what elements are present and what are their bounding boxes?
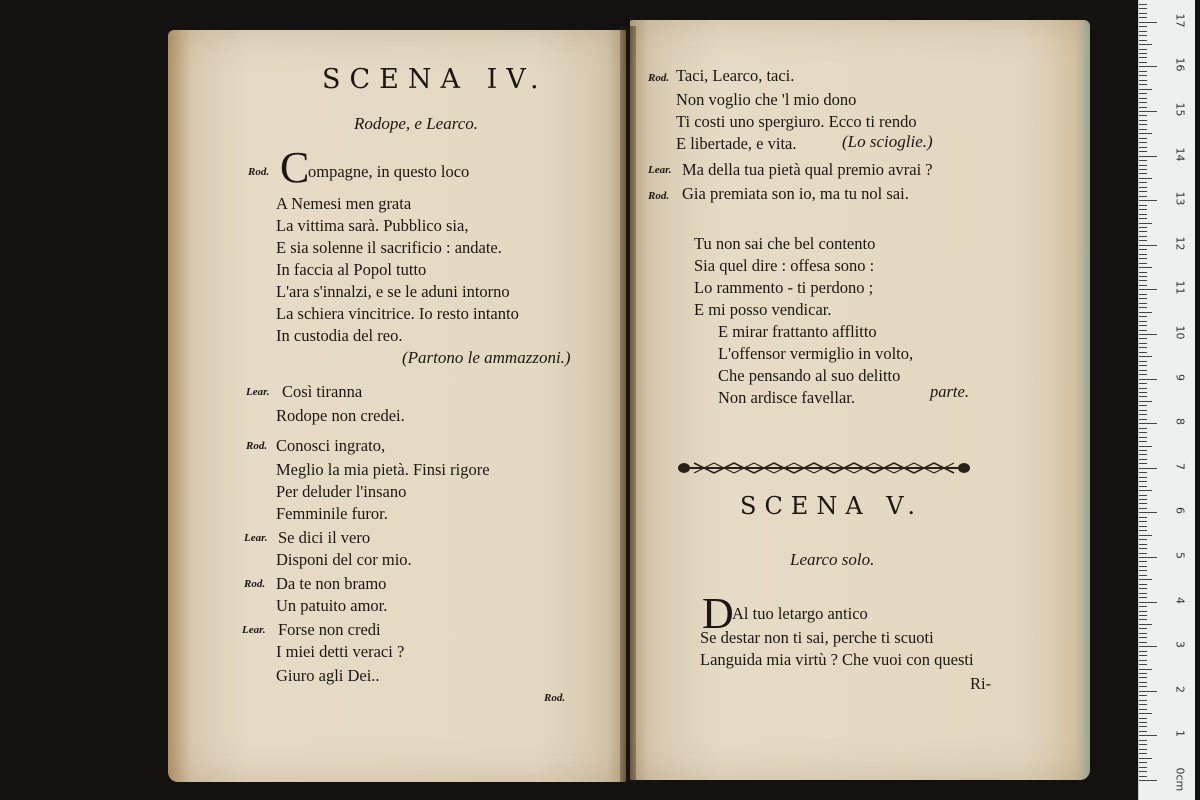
speaker-label: Lear.: [242, 624, 266, 636]
ruler-tick: [1139, 535, 1152, 536]
verse-line: ompagne, in questo loco: [308, 162, 470, 181]
ruler-tick: [1139, 566, 1147, 567]
ruler-tick: [1139, 156, 1157, 157]
ruler-tick: [1139, 388, 1147, 389]
ruler-tick: [1139, 303, 1147, 304]
ruler-tick: [1139, 98, 1147, 99]
ruler-tick: [1139, 731, 1147, 732]
ruler-number: 13: [1173, 191, 1187, 206]
ruler-tick: [1139, 579, 1152, 580]
ruler-tick: [1139, 147, 1147, 148]
ruler-tick: [1139, 428, 1147, 429]
verse-line: Ti costi uno spergiuro. Ecco ti rendo: [676, 112, 917, 131]
verse-line: Per deluder l'insano: [276, 482, 407, 501]
ruler-tick: [1139, 165, 1147, 166]
verse-line: Al tuo letargo antico: [732, 604, 868, 623]
ruler-tick: [1139, 695, 1147, 696]
verse-line: Se dici il vero: [278, 528, 371, 547]
ruler-tick: [1139, 499, 1147, 500]
aria-line: E mi posso vendicar.: [694, 300, 832, 319]
ruler-tick: [1139, 611, 1147, 612]
ruler-tick: [1139, 129, 1147, 130]
ruler-tick: [1139, 423, 1157, 424]
ruler-tick: [1139, 602, 1157, 603]
ruler-tick: [1139, 93, 1147, 94]
ruler-tick: [1139, 196, 1147, 197]
ruler-number: 1: [1173, 730, 1187, 738]
book-gutter: [620, 26, 636, 782]
verse-line: Languida mia virtù ? Che vuoi con questi: [700, 650, 974, 669]
ruler-tick: [1139, 321, 1147, 322]
ruler-tick: [1139, 383, 1147, 384]
ruler-tick: [1139, 637, 1147, 638]
verse-line: E sia solenne il sacrificio : andate.: [276, 238, 502, 257]
ruler-tick: [1139, 13, 1147, 14]
ruler-tick: [1139, 410, 1147, 411]
ruler-tick: [1139, 414, 1147, 415]
aria-line: Non ardisce favellar.: [718, 388, 855, 407]
ruler-tick: [1139, 182, 1147, 183]
ruler-tick: [1139, 191, 1147, 192]
ruler-tick: [1139, 272, 1147, 273]
ruler-tick: [1139, 138, 1147, 139]
ruler-tick: [1139, 459, 1147, 460]
verse-line: A Nemesi men grata: [276, 194, 412, 213]
ruler-tick: [1139, 704, 1147, 705]
ruler-tick: [1139, 312, 1152, 313]
ruler-tick: [1139, 517, 1147, 518]
ruler-tick: [1139, 486, 1147, 487]
verse-line: Taci, Learco, taci.: [676, 66, 795, 85]
ruler-tick: [1139, 753, 1147, 754]
ruler-tick: [1139, 677, 1147, 678]
ruler-tick: [1139, 619, 1147, 620]
aria-line: Sia quel dire : offesa sono :: [694, 256, 875, 275]
ruler-tick: [1139, 503, 1147, 504]
ruler-tick: [1139, 762, 1147, 763]
ruler-number: 4: [1173, 596, 1187, 604]
drop-cap: D: [702, 589, 734, 638]
ruler-number: 5: [1173, 552, 1187, 559]
ruler-tick: [1139, 570, 1147, 571]
ruler-tick: [1139, 446, 1152, 447]
ruler-tick: [1139, 642, 1147, 643]
ruler-tick: [1139, 544, 1147, 545]
ruler-tick: [1139, 254, 1147, 255]
ruler-tick: [1139, 776, 1147, 777]
verse-line: Gia premiata son io, ma tu nol sai.: [682, 184, 909, 203]
ruler-tick: [1139, 227, 1147, 228]
ruler-tick: [1139, 588, 1147, 589]
left-page: [168, 30, 626, 782]
ruler-tick: [1139, 84, 1147, 85]
ruler-number: 12: [1173, 236, 1187, 251]
ruler-tick: [1139, 356, 1152, 357]
right-page: [630, 20, 1090, 780]
verse-line: Meglio la mia pietà. Finsi rigore: [276, 460, 490, 479]
verse-line: In faccia al Popol tutto: [276, 260, 427, 279]
ruler-tick: [1139, 258, 1147, 259]
ruler-tick: [1139, 432, 1147, 433]
speaker-label: Rod.: [246, 440, 268, 452]
ruler-tick: [1139, 40, 1147, 41]
ruler-tick: [1139, 557, 1157, 558]
ruler-tick: [1139, 236, 1147, 237]
ruler-tick: [1139, 200, 1157, 201]
ruler-tick: [1139, 249, 1147, 250]
aria-line: E mirar frattanto afflitto: [718, 322, 877, 341]
ruler-tick: [1139, 606, 1147, 607]
ruler-tick: [1139, 352, 1147, 353]
ruler-tick: [1139, 53, 1147, 54]
ruler-tick: [1139, 682, 1147, 683]
ruler-tick: [1139, 374, 1147, 375]
ruler-tick: [1139, 107, 1147, 108]
speaker-label: Lear.: [244, 532, 268, 544]
ruler-tick: [1139, 133, 1152, 134]
catchword: Ri-: [970, 674, 992, 693]
ruler-tick: [1139, 57, 1147, 58]
ruler-tick: [1139, 4, 1147, 5]
ruler-tick: [1139, 31, 1147, 32]
verse-line: Non voglio che 'l mio dono: [676, 90, 857, 109]
ruler-tick: [1139, 115, 1147, 116]
ruler-tick: [1139, 71, 1147, 72]
ruler-tick: [1139, 463, 1147, 464]
ruler-tick: [1139, 80, 1147, 81]
verse-line: Forse non credi: [278, 620, 381, 639]
ruler-tick: [1139, 477, 1147, 478]
verse-line: Se destar non ti sai, perche ti scuoti: [700, 628, 934, 647]
ruler-number: 3: [1173, 641, 1187, 649]
ruler-number: 9: [1173, 373, 1187, 381]
ruler-tick: [1139, 691, 1157, 692]
ruler-tick: [1139, 231, 1147, 232]
ruler-tick: [1139, 379, 1157, 380]
ruler-tick: [1139, 66, 1157, 67]
ruler-tick: [1139, 575, 1147, 576]
ruler-tick: [1139, 437, 1147, 438]
ruler-tick: [1139, 289, 1157, 290]
ruler-tick: [1139, 633, 1147, 634]
ruler-tick: [1139, 151, 1147, 152]
ruler-tick: [1139, 187, 1147, 188]
exit-direction: parte.: [930, 382, 969, 401]
ruler-tick: [1139, 539, 1147, 540]
ruler-tick: [1139, 263, 1147, 264]
ruler-tick: [1139, 396, 1147, 397]
verse-line: Da te non bramo: [276, 574, 387, 593]
ruler-tick: [1139, 615, 1147, 616]
scene-subtitle-iv: Rodope, e Learco.: [354, 114, 479, 133]
ornamental-rule: [674, 457, 974, 479]
ruler-tick: [1139, 726, 1147, 727]
ruler-tick: [1139, 749, 1147, 750]
speaker-label: Rod.: [648, 72, 670, 84]
ruler-tick: [1139, 530, 1147, 531]
ruler-tick: [1139, 709, 1147, 710]
ruler-tick: [1139, 597, 1147, 598]
ruler-number: 8: [1173, 418, 1187, 426]
measuring-ruler: [1138, 0, 1195, 800]
ruler-tick: [1139, 294, 1147, 295]
drop-cap: C: [280, 143, 310, 192]
verse-line: Giuro agli Dei..: [276, 666, 380, 685]
ruler-tick: [1139, 365, 1147, 366]
ruler-tick: [1139, 347, 1147, 348]
verse-line: Rodope non credei.: [276, 406, 405, 425]
ruler-tick: [1139, 370, 1147, 371]
verse-line: Disponi del cor mio.: [276, 550, 412, 569]
ruler-tick: [1139, 280, 1147, 281]
ruler-tick: [1139, 758, 1152, 759]
ruler-tick: [1139, 325, 1147, 326]
speaker-label: Rod.: [248, 166, 270, 178]
ruler-tick: [1139, 495, 1147, 496]
ruler-tick: [1139, 744, 1147, 745]
ruler-tick: [1139, 276, 1147, 277]
verse-line: L'ara s'innalzi, e se le aduni intorno: [276, 282, 510, 301]
scene-title-iv: SCENA IV.: [322, 64, 548, 95]
ruler-tick: [1139, 405, 1147, 406]
ruler-tick: [1139, 392, 1147, 393]
ruler-tick: [1139, 722, 1147, 723]
ruler-tick: [1139, 298, 1147, 299]
ruler-tick: [1139, 17, 1147, 18]
ruler-tick: [1139, 267, 1152, 268]
ruler-tick: [1139, 401, 1152, 402]
aria-line: Lo rammento - ti perdono ;: [694, 278, 874, 297]
open-book: [168, 20, 1090, 782]
speaker-label: Rod.: [648, 190, 670, 202]
ruler-tick: [1139, 142, 1147, 143]
ruler-tick: [1139, 624, 1152, 625]
ruler-tick: [1139, 450, 1147, 451]
ruler-tick: [1139, 316, 1147, 317]
ruler-tick: [1139, 521, 1147, 522]
ruler-tick: [1139, 343, 1147, 344]
verse-line: La vittima sarà. Pubblico sia,: [276, 216, 469, 235]
verse-line: Un patuito amor.: [276, 596, 388, 615]
ruler-tick: [1139, 330, 1147, 331]
verse-line: I miei detti veraci ?: [276, 642, 405, 661]
ruler-tick: [1139, 700, 1147, 701]
ruler-tick: [1139, 593, 1147, 594]
ruler-tick: [1139, 553, 1147, 554]
verse-line: Femminile furor.: [276, 504, 388, 523]
ruler-tick: [1139, 441, 1147, 442]
ruler-tick: [1139, 512, 1157, 513]
ruler-tick: [1139, 490, 1152, 491]
stage-direction: (Partono le ammazzoni.): [402, 348, 571, 367]
ruler-tick: [1139, 209, 1147, 210]
ruler-tick: [1139, 584, 1147, 585]
ruler-tick: [1139, 361, 1147, 362]
ruler-tick: [1139, 338, 1147, 339]
speaker-label: Lear.: [246, 386, 270, 398]
ruler-tick: [1139, 285, 1147, 286]
verse-line: Conosci ingrato,: [276, 436, 386, 455]
ruler-number: 10: [1173, 325, 1187, 340]
ruler-tick: [1139, 419, 1147, 420]
ruler-tick: [1139, 713, 1152, 714]
verse-line: Così tiranna: [282, 382, 363, 401]
ruler-tick: [1139, 718, 1147, 719]
ruler-tick: [1139, 686, 1147, 687]
ruler-tick: [1139, 771, 1147, 772]
ruler-tick: [1139, 218, 1147, 219]
ruler-tick: [1139, 102, 1147, 103]
ruler-tick: [1139, 780, 1157, 781]
ruler-tick: [1139, 160, 1147, 161]
ruler-tick: [1139, 245, 1157, 246]
ruler-number: 14: [1173, 147, 1187, 162]
ruler-tick: [1139, 173, 1147, 174]
ruler-tick: [1139, 49, 1147, 50]
ruler-tick: [1139, 169, 1147, 170]
ruler-tick: [1139, 334, 1157, 335]
ruler-tick: [1139, 646, 1157, 647]
ruler-tick: [1139, 307, 1147, 308]
ruler-tick: [1139, 740, 1147, 741]
ruler-tick: [1139, 472, 1147, 473]
ruler-tick: [1139, 767, 1147, 768]
ruler-tick: [1139, 205, 1147, 206]
ruler-tick: [1139, 89, 1152, 90]
ruler-number: 11: [1173, 280, 1187, 295]
ruler-number: 17: [1173, 13, 1187, 28]
ruler-number: 16: [1173, 57, 1187, 72]
ruler-tick: [1139, 628, 1147, 629]
ruler-tick: [1139, 178, 1152, 179]
verse-line: In custodia del reo.: [276, 326, 403, 345]
ruler-tick: [1139, 669, 1152, 670]
ruler-tick: [1139, 124, 1147, 125]
stage-direction: (Lo scioglie.): [842, 132, 933, 151]
speaker-label: Rod.: [244, 578, 266, 590]
ruler-number: 0cm: [1173, 767, 1187, 792]
speaker-label: Lear.: [648, 164, 672, 176]
ruler-tick: [1139, 35, 1147, 36]
ruler-tick: [1139, 214, 1147, 215]
aria-line: Tu non sai che bel contento: [694, 234, 876, 253]
ruler-tick: [1139, 651, 1147, 652]
ruler-tick: [1139, 660, 1147, 661]
ruler-number: 7: [1173, 462, 1187, 470]
aria-line: Che pensando al suo delitto: [718, 366, 901, 385]
ruler-tick: [1139, 26, 1147, 27]
verse-line: La schiera vincitrice. Io resto intanto: [276, 304, 519, 323]
ruler-tick: [1139, 561, 1147, 562]
ruler-tick: [1139, 673, 1147, 674]
ruler-tick: [1139, 223, 1152, 224]
ruler-tick: [1139, 481, 1147, 482]
ruler-tick: [1139, 655, 1147, 656]
ruler-number: 2: [1173, 685, 1187, 693]
aria-line: L'offensor vermiglio in volto,: [718, 344, 914, 363]
ruler-number: 6: [1173, 507, 1187, 515]
ruler-tick: [1139, 508, 1147, 509]
ruler-tick: [1139, 526, 1147, 527]
ruler-number: 15: [1173, 102, 1187, 117]
verse-line: Ma della tua pietà qual premio avrai ?: [682, 160, 933, 179]
scene-subtitle-v: Learco solo.: [790, 550, 875, 569]
ruler-tick: [1139, 8, 1147, 9]
ruler-tick: [1139, 735, 1157, 736]
ruler-tick: [1139, 75, 1147, 76]
catchword: Rod.: [544, 692, 566, 704]
ruler-tick: [1139, 468, 1157, 469]
ruler-tick: [1139, 22, 1157, 23]
verse-line: E libertade, e vita.: [676, 134, 797, 153]
ruler-tick: [1139, 44, 1152, 45]
ruler-tick: [1139, 664, 1147, 665]
ruler-tick: [1139, 240, 1147, 241]
ruler-tick: [1139, 454, 1147, 455]
ruler-tick: [1139, 111, 1157, 112]
ruler-tick: [1139, 548, 1147, 549]
ruler-tick: [1139, 62, 1147, 63]
scene-title-v: SCENA V.: [740, 492, 924, 520]
ruler-tick: [1139, 120, 1147, 121]
